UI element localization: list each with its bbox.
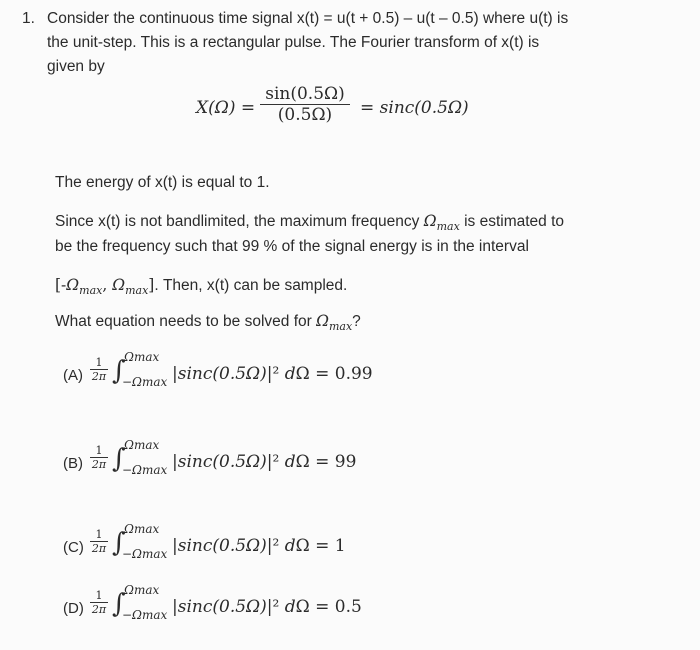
integral-sign: ∫: [112, 356, 126, 386]
bandlimit-text-b: is estimated to: [464, 213, 565, 230]
option-d-label: (D): [63, 600, 84, 617]
transform-numerator: sin(0.5Ω): [265, 84, 345, 104]
lower-limit: −Ωmax: [122, 608, 168, 622]
interval-line: [$-\Omega_{max}$, $\Omega_{max}$]. Then, x(t) can be sampled.: [55, 276, 348, 298]
interval-expression: [$-\Omega_{max}$, $\Omega_{max}$]: [55, 276, 155, 298]
option-d-coefficient: [88, 589, 110, 616]
upper-limit: Ωmax: [124, 350, 160, 364]
option-c-coefficient: [88, 528, 110, 555]
prompt-text: What equation needs to be solved for: [55, 313, 312, 330]
option-a-coefficient: [88, 356, 110, 383]
lower-limit: −Ωmax: [122, 375, 168, 389]
bandlimit-line-2: be the frequency such that 99 % of the signal energy is in the interval: [55, 238, 529, 255]
coef-numerator: 1: [95, 356, 103, 369]
omega-max-symbol: $\Omega_{max}$: [423, 212, 460, 234]
lower-limit: −Ωmax: [122, 547, 168, 561]
integral-sign: ∫: [112, 444, 126, 474]
integrand: sinc(0.5Ω): [177, 536, 267, 556]
coef-numerator: 1: [95, 444, 103, 457]
integral-sign: ∫: [112, 528, 126, 558]
question-line-1: Consider the continuous time signal x(t) = u(t + 0.5) – u(t – 0.5) where u(t) is: [47, 10, 569, 27]
option-b-label: (B): [63, 455, 83, 472]
integrand: sinc(0.5Ω): [177, 452, 267, 472]
option-a-value: 0.99: [334, 364, 373, 384]
coef-denominator: 2π: [91, 542, 107, 555]
energy-statement: The energy of x(t) is equal to 1.: [55, 174, 270, 191]
option-b-expression: |sinc(0.5Ω)|² dΩ = 99: [172, 452, 357, 472]
integrand: sinc(0.5Ω): [177, 364, 267, 384]
lower-limit: −Ωmax: [122, 463, 168, 477]
question-number: 1.: [22, 10, 35, 27]
question-line-2: the unit-step. This is a rectangular pulse. The Fourier transform of x(t) is: [47, 34, 540, 51]
integrand: sinc(0.5Ω): [177, 597, 267, 617]
option-a-label: (A): [63, 367, 83, 384]
integral-sign: ∫: [112, 589, 126, 619]
omega-max-symbol-2: $\Omega_{max}$: [316, 312, 353, 334]
sampled-text: Then, x(t) can be sampled.: [162, 277, 348, 294]
option-c-expression: |sinc(0.5Ω)|² dΩ = 1: [172, 536, 346, 556]
option-b-coefficient: [88, 444, 110, 471]
option-d-expression: |sinc(0.5Ω)|² dΩ = 0.5: [172, 597, 362, 617]
bandlimit-text-a: Since x(t) is not bandlimited, the maximum frequency: [55, 213, 420, 230]
coef-denominator: 2π: [91, 603, 107, 616]
coef-numerator: 1: [95, 528, 103, 541]
option-a-expression: |sinc(0.5Ω)|² dΩ = 0.99: [172, 364, 373, 384]
transform-denominator: (0.5Ω): [277, 105, 333, 125]
coef-denominator: 2π: [91, 458, 107, 471]
bandlimit-line-1: [55, 210, 564, 238]
upper-limit: Ωmax: [124, 438, 160, 452]
option-d-value: 0.5: [334, 597, 362, 617]
coef-numerator: 1: [95, 589, 103, 602]
upper-limit: Ωmax: [124, 583, 160, 597]
prompt-line: What equation needs to be solved for $\Omega_{max}$?: [55, 312, 361, 334]
option-c-label: (C): [63, 539, 84, 556]
transform-rhs: = sinc(0.5Ω): [360, 98, 469, 118]
transform-fraction: [255, 84, 355, 125]
option-c-value: 1: [334, 536, 346, 556]
option-b-value: 99: [334, 452, 357, 472]
transform-lhs: X(Ω) =: [196, 98, 256, 118]
question-line-3: given by: [47, 58, 105, 75]
upper-limit: Ωmax: [124, 522, 160, 536]
coef-denominator: 2π: [91, 370, 107, 383]
transform-sinc: sinc(0.5Ω): [379, 98, 469, 118]
